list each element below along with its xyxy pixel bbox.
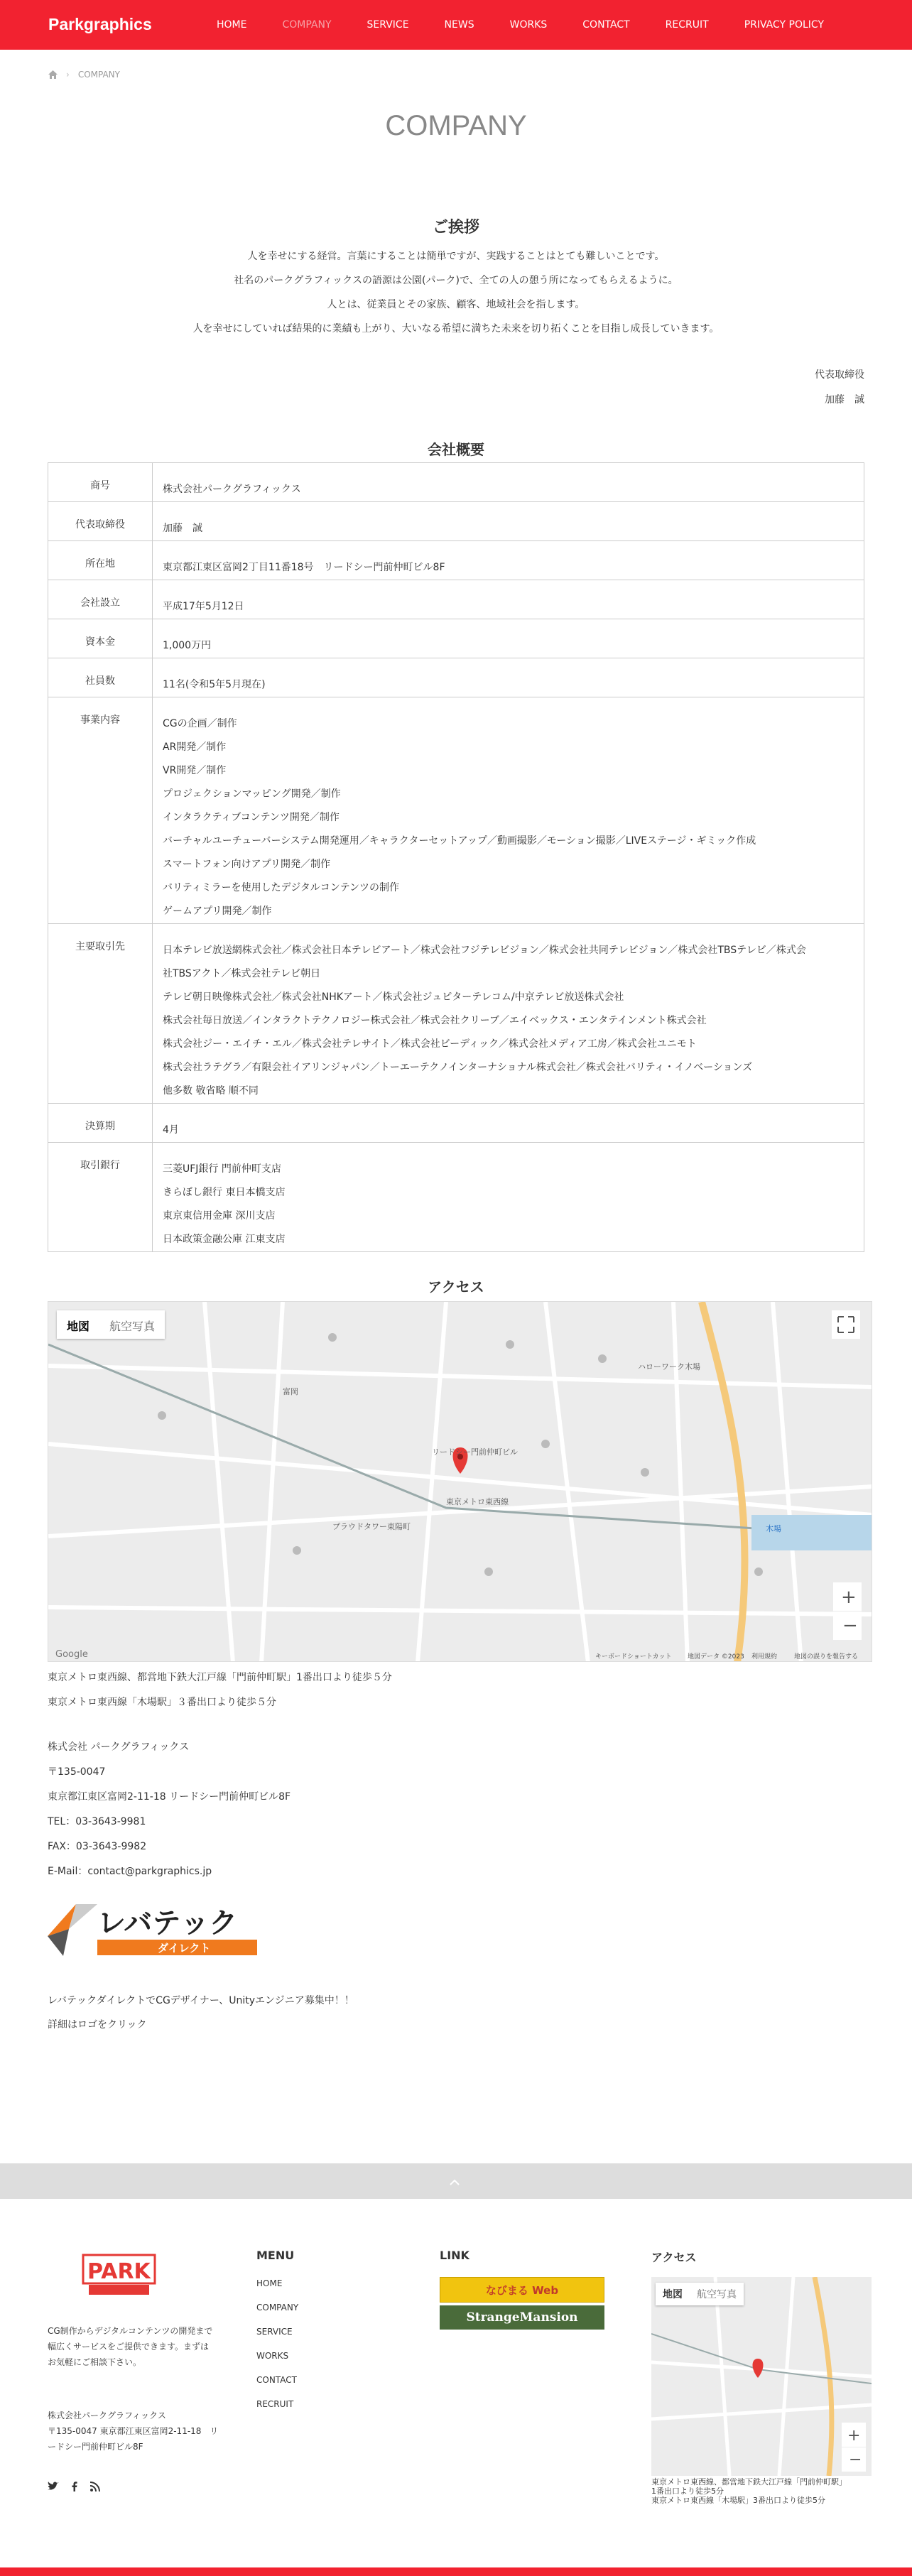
- greeting-line: 人を幸せにしていれば結果的に業績も上がり、大いなる希望に満ちた未来を切り拓くことを目指し成長していきます。: [192, 323, 720, 335]
- route-text: 東京メトロ東西線「木場駅」３番出口より徒歩５分: [48, 1697, 276, 1708]
- map-tab-map[interactable]: 地図: [663, 2289, 683, 2300]
- footer-menu-item[interactable]: CONTACT: [256, 2375, 297, 2385]
- footer-menu-item[interactable]: WORKS: [256, 2351, 289, 2361]
- table-value-line: きらぼし銀行 東日本橋支店: [163, 1187, 286, 1198]
- route-text: 東京メトロ東西線、都営地下鉄大江戸線「門前仲町駅」1番出口より徒歩５分: [48, 1672, 392, 1683]
- footer-menu-item[interactable]: SERVICE: [256, 2327, 293, 2337]
- header-bar: [0, 0, 912, 50]
- table-value-line: ゲームアプリ開発／制作: [163, 906, 272, 917]
- address-text: 東京都江東区富岡2-11-18 リードシー門前仲町ビル8F: [48, 1791, 291, 1803]
- map-type-tabs: [57, 1310, 165, 1339]
- svg-text:−: −: [849, 2451, 862, 2469]
- table-value-line: 4月: [163, 1124, 179, 1136]
- table-value-line: 加藤 誠: [163, 523, 202, 534]
- table-key: 所在地: [48, 541, 153, 580]
- map-label: 東京メトロ東西線: [446, 1497, 509, 1506]
- footer-desc: お気軽にご相談下さい。: [48, 2357, 142, 2367]
- table-value: [153, 1104, 864, 1143]
- site-logo[interactable]: Parkgraphics: [48, 15, 152, 33]
- table-value-line: スマートフォン向けアプリ開発／制作: [163, 859, 331, 870]
- table-key: 資本金: [48, 619, 153, 658]
- table-key: 商号: [48, 463, 153, 502]
- table-row: [48, 1104, 864, 1143]
- tel-text: TEL：03-3643-9981: [48, 1816, 146, 1827]
- footer-desc: CG制作からデジタルコンテンツの開発まで: [48, 2326, 213, 2336]
- access-map[interactable]: [48, 1301, 872, 1662]
- table-value-line: 東京東信用金庫 深川支店: [163, 1210, 276, 1222]
- back-to-top-bar[interactable]: [0, 2163, 912, 2199]
- google-logo: Google: [55, 1649, 88, 1660]
- table-value: [153, 924, 864, 1104]
- levatech-text: 詳細はロゴをクリック: [48, 2019, 147, 2031]
- table-value-line: 11名(令和5年5月現在): [163, 679, 266, 690]
- footer-access-line: 東京メトロ東西線「木場駅」3番出口より徒歩5分: [651, 2496, 825, 2505]
- footer-menu-item[interactable]: RECRUIT: [256, 2399, 294, 2409]
- map-footer-text: 利用規約: [751, 1653, 778, 1661]
- table-value-line: 1,000万円: [163, 640, 212, 651]
- map-label: リードシー門前仲町ビル: [432, 1447, 518, 1457]
- nav-item-home[interactable]: HOME: [217, 19, 247, 31]
- table-row: [48, 1143, 864, 1252]
- table-value-line: 他多数 敬省略 順不同: [163, 1085, 259, 1097]
- footer-menu-heading: MENU: [256, 2249, 295, 2262]
- footer-access-heading: アクセス: [651, 2251, 697, 2264]
- table-value: [153, 658, 864, 697]
- footer-menu-item[interactable]: COMPANY: [256, 2303, 299, 2313]
- table-value-line: VR開発／制作: [163, 765, 227, 776]
- levatech-logo[interactable]: [48, 1901, 261, 1957]
- nav-item-service[interactable]: SERVICE: [367, 19, 409, 31]
- footer-logo[interactable]: [82, 2254, 156, 2298]
- greeting-line: 人を幸せにする経営。言葉にすることは簡単ですが、実践することはとても難しいことです。: [247, 251, 665, 262]
- table-value: [153, 541, 864, 580]
- levatech-text: レバテックダイレクトでCGデザイナー、Unityエンジニア募集中！！: [48, 1995, 354, 2006]
- map-tab-satellite[interactable]: 航空写真: [697, 2289, 737, 2300]
- map-label: 富岡: [283, 1387, 298, 1396]
- table-row: [48, 463, 864, 502]
- breadcrumb: [48, 70, 120, 80]
- facebook-icon[interactable]: [69, 2482, 80, 2491]
- map-canvas[interactable]: [48, 1302, 872, 1662]
- breadcrumb-current: COMPANY: [77, 70, 120, 80]
- table-key: 代表取締役: [48, 502, 153, 541]
- main-nav: [199, 0, 842, 50]
- fullscreen-icon: [832, 1310, 860, 1339]
- table-row: [48, 924, 864, 1104]
- table-value-line: CGの企画／制作: [163, 718, 237, 729]
- map-label: プラウドタワー東陽町: [332, 1522, 411, 1531]
- map-footer-text: キーボードショートカット: [595, 1653, 672, 1661]
- svg-text:+: +: [841, 1587, 857, 1608]
- table-row: [48, 502, 864, 541]
- map-footer-text: 地図の誤りを報告する: [794, 1653, 859, 1661]
- access-heading: アクセス: [428, 1278, 484, 1295]
- footer-company: 株式会社パークグラフィックス: [48, 2411, 166, 2420]
- page-title: COMPANY: [385, 110, 527, 141]
- breadcrumb-separator: ›: [66, 70, 70, 80]
- table-row: [48, 697, 864, 924]
- company-info-table: [48, 462, 864, 1252]
- table-value-line: バーチャルユーチューバーシステム開発運用／キャラクターセットアップ／動画撮影／モーション撮影／LIVEステージ・ギミック作成: [163, 835, 756, 847]
- table-value-line: プロジェクションマッピング開発／制作: [163, 788, 341, 800]
- home-icon[interactable]: [48, 70, 58, 79]
- table-row: [48, 541, 864, 580]
- table-value: [153, 502, 864, 541]
- nav-item-privacy-policy[interactable]: PRIVACY POLICY: [744, 19, 825, 31]
- map-tab-satellite[interactable]: 航空写真: [109, 1320, 156, 1333]
- footer-desc: 幅広くサービスをご提供できます。まずは: [48, 2342, 210, 2352]
- map-footer-text: 地図データ ©2023: [688, 1653, 744, 1661]
- footer-address: ードシー門前仲町ビル8F: [48, 2442, 143, 2452]
- nav-item-works[interactable]: WORKS: [509, 19, 548, 31]
- table-value-line: 三菱UFJ銀行 門前仲町支店: [163, 1163, 281, 1175]
- table-value-line: AR開発／制作: [163, 741, 227, 753]
- email-text: E-Mail：contact@parkgraphics.jp: [48, 1866, 212, 1877]
- postal-code: 〒135-0047: [48, 1766, 106, 1778]
- bottom-bar: [0, 2567, 912, 2576]
- table-value-line: 株式会社パークグラフィックス: [163, 484, 301, 495]
- table-value-line: 東京都江東区富岡2丁目11番18号 リードシー門前仲町ビル8F: [163, 562, 445, 573]
- banner-link[interactable]: なびまる Web: [440, 2277, 604, 2303]
- table-value: [153, 619, 864, 658]
- footer-logo-text: PARK: [87, 2259, 151, 2284]
- footer-access-line: 1番出口より徒歩5分: [651, 2487, 724, 2496]
- footer-address: 〒135-0047 東京都江東区富岡2-11-18 リ: [48, 2426, 219, 2436]
- table-key: 社員数: [48, 658, 153, 697]
- chevron-up-icon: [0, 2163, 912, 2199]
- fax-text: FAX：03-3643-9982: [48, 1841, 147, 1852]
- overview-heading: 会社概要: [428, 441, 484, 458]
- table-row: [48, 580, 864, 619]
- table-row: [48, 658, 864, 697]
- levatech-logo-text: レバテック: [97, 1907, 238, 1940]
- table-value-line: 平成17年5月12日: [163, 601, 244, 612]
- zoom-out-button: [833, 1612, 862, 1640]
- zoom-in-button: [833, 1582, 862, 1611]
- table-key: 主要取引先: [48, 924, 153, 1104]
- greeting-line: 人とは、従業員とその家族、顧客、地域社会を指します。: [327, 299, 585, 310]
- table-value-line: 日本テレビ放送網株式会社／株式会社日本テレビアート／株式会社フジテレビジョン／株式会社共同テレビジョン／株式会社TBSテレビ／株式会: [163, 945, 806, 956]
- table-value-line: 日本政策金融公庫 江東支店: [163, 1234, 286, 1245]
- svg-text:+: +: [847, 2427, 861, 2445]
- table-key: 会社設立: [48, 580, 153, 619]
- table-value-line: 株式会社ジー・エイチ・エル／株式会社テレサイト／株式会社ビーディック／株式会社メディア工房／株式会社ユニモト: [163, 1038, 697, 1050]
- table-value: [153, 463, 864, 502]
- twitter-icon[interactable]: [48, 2482, 59, 2491]
- table-value-line: 社TBSアクト／株式会社テレビ朝日: [163, 968, 321, 979]
- nav-item-recruit[interactable]: RECRUIT: [665, 19, 709, 31]
- table-value-line: 株式会社毎日放送／インタラクトテクノロジー株式会社／株式会社クリーブ／エイベックス・エンタテインメント株式会社: [163, 1015, 707, 1026]
- table-value-line: バリティミラーを使用したデジタルコンテンツの制作: [163, 882, 400, 893]
- company-name: 株式会社 パークグラフィックス: [48, 1741, 190, 1753]
- greeting-line: 社名のパークグラフィックスの語源は公園(パーク)で、全ての人の憩う所になってもらえるように。: [234, 275, 678, 286]
- table-value: [153, 580, 864, 619]
- ceo-title: 代表取締役: [815, 369, 864, 381]
- table-key: 決算期: [48, 1104, 153, 1143]
- footer-menu-item[interactable]: HOME: [256, 2278, 283, 2288]
- banner-link[interactable]: StrangeMansion: [440, 2305, 604, 2330]
- rss-icon[interactable]: [90, 2482, 100, 2491]
- footer-link-heading: LINK: [440, 2249, 469, 2262]
- nav-item-news[interactable]: NEWS: [444, 19, 474, 31]
- svg-text:−: −: [842, 1615, 858, 1636]
- table-value: [153, 697, 864, 924]
- footer-access-line: 東京メトロ東西線、都営地下鉄大江戸線「門前仲町駅」: [651, 2477, 847, 2487]
- table-value: [153, 1143, 864, 1252]
- levatech-logo-sub: ダイレクト: [158, 1942, 211, 1955]
- table-value-line: インタラクティブコンテンツ開発／制作: [163, 812, 340, 823]
- table-value-line: 株式会社ラテグラ／有限会社イアリンジャパン／トーエーテクノインターナショナル株式会社／株式会社バリティ・イノベーションズ: [163, 1062, 753, 1073]
- footer-map[interactable]: [651, 2277, 872, 2476]
- table-value-line: テレビ朝日映像株式会社／株式会社NHKアート／株式会社ジュピターテレコム/中京テレビ放送株式会社: [163, 991, 624, 1003]
- map-label: ハローワーク木場: [638, 1362, 700, 1371]
- nav-item-company[interactable]: COMPANY: [282, 19, 332, 31]
- nav-item-contact[interactable]: CONTACT: [582, 19, 630, 31]
- table-key: 事業内容: [48, 697, 153, 924]
- ceo-name: 加藤 誠: [825, 394, 864, 406]
- map-tab-map[interactable]: 地図: [67, 1320, 90, 1333]
- greeting-heading: ご挨拶: [432, 219, 479, 237]
- map-label: 木場: [766, 1524, 781, 1533]
- table-key: 取引銀行: [48, 1143, 153, 1252]
- table-row: [48, 619, 864, 658]
